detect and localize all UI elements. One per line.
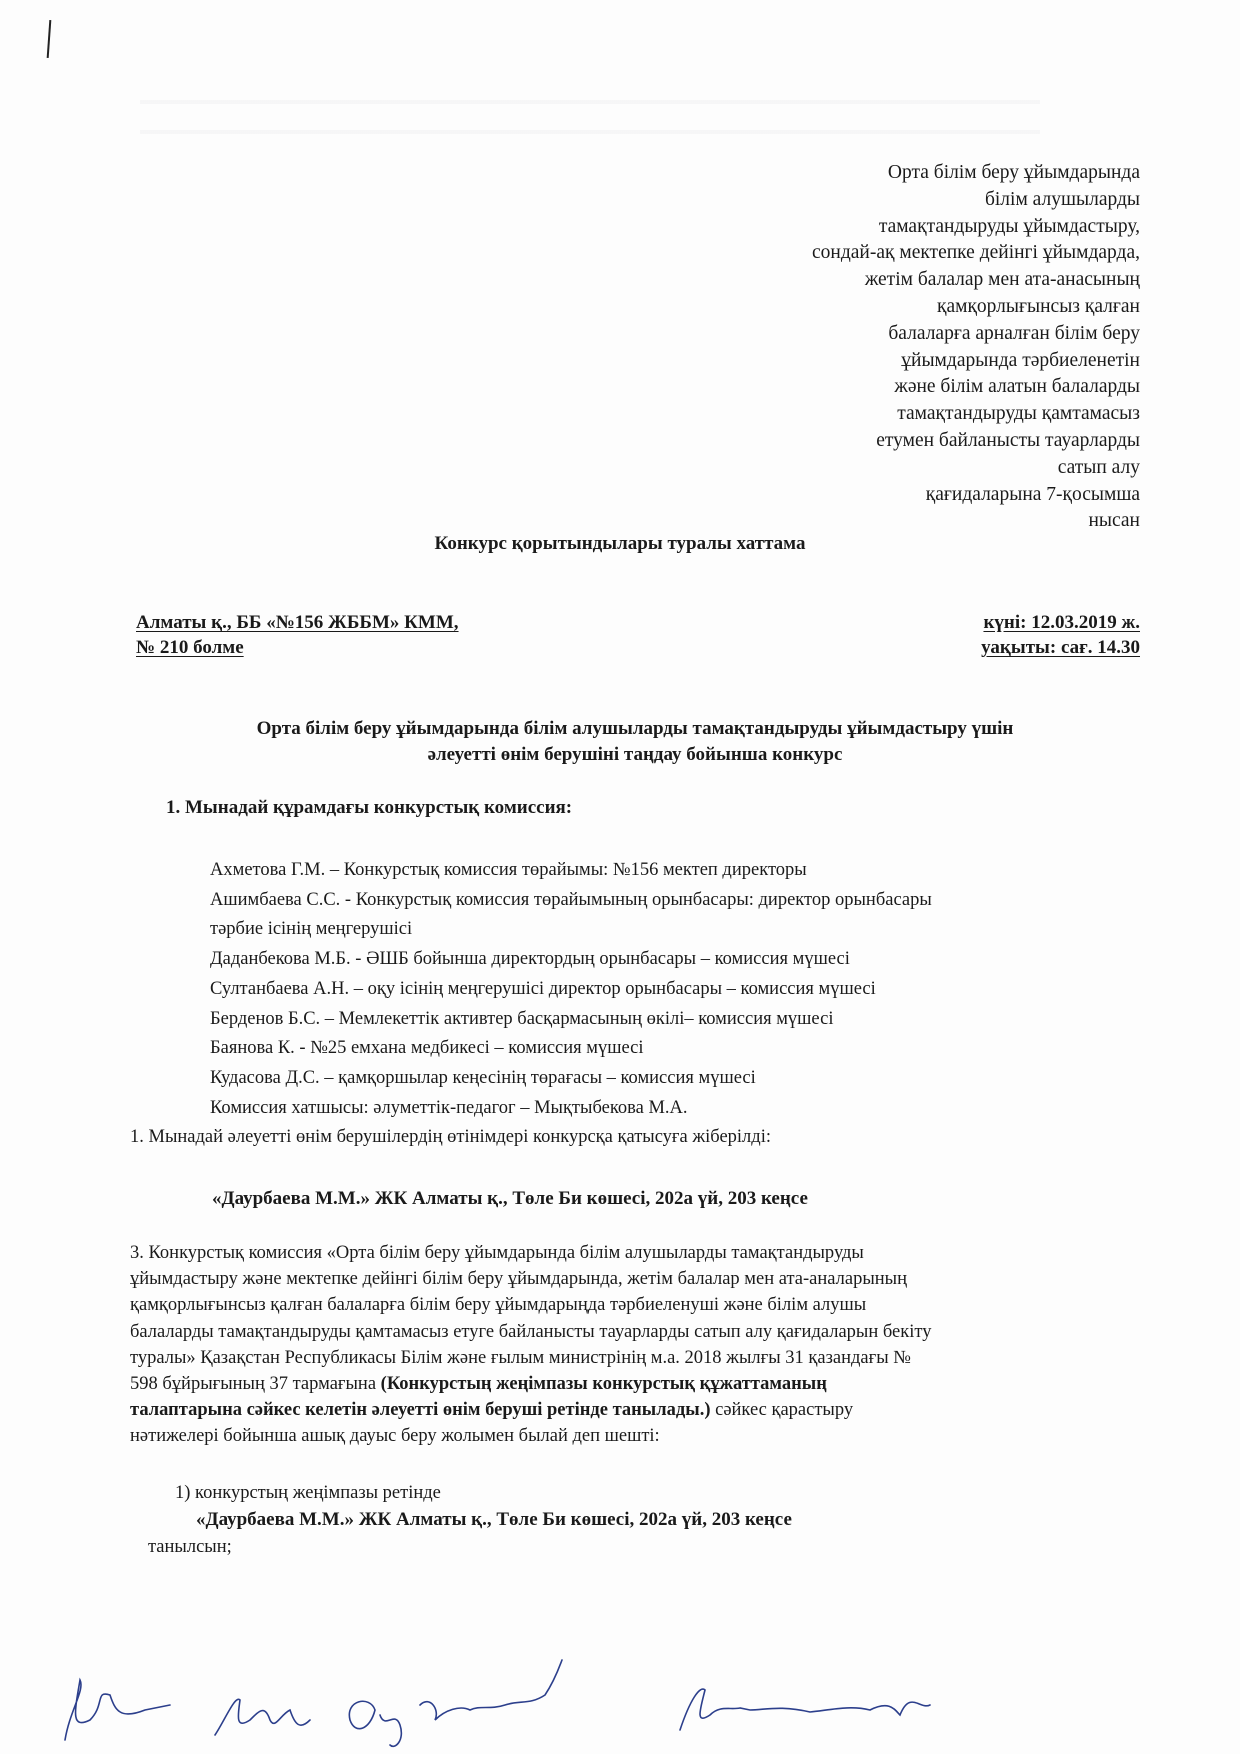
member-line: Комиссия хатшысы: әлуметтік-педагог – Мықтыбекова М.А. bbox=[210, 1097, 688, 1118]
decision-line bbox=[130, 1397, 1090, 1423]
annex-header bbox=[812, 160, 1140, 535]
decision-bold-text: талаптарына сәйкес келетін әлеуетті өнім беруші ретінде танылады.) bbox=[130, 1400, 711, 1421]
member-line: Султанбаева А.Н. – оқу ісінің меңгерушісі директор орынбасары – комиссия мүшесі bbox=[210, 978, 876, 999]
section3-decision bbox=[130, 1240, 1090, 1450]
time-line: уақыты: сағ. 14.30 bbox=[981, 637, 1140, 658]
member-line: Ахметова Г.М. – Конкурстық комиссия төрайымы: №156 мектеп директоры bbox=[210, 860, 807, 880]
annex-line: сатып алу bbox=[1057, 456, 1140, 478]
signature-3 bbox=[349, 1701, 401, 1746]
decision-bold-text: (Конкурстың жеңімпазы конкурстық құжаттаманың bbox=[380, 1374, 827, 1395]
member-line: Баянова К. - №25 емхана медбикесі – комиссия мүшесі bbox=[210, 1038, 644, 1059]
document-subtitle bbox=[130, 716, 1140, 768]
signature-5 bbox=[680, 1689, 930, 1730]
supplier-entry: «Даурбаева М.М.» ЖК Алматы қ., Төле Би көшесі, 202а үй, 203 кеңсе bbox=[212, 1188, 808, 1209]
datetime-block bbox=[981, 610, 1140, 660]
annex-line: сондай-ақ мектепке дейінгі ұйымдарда, bbox=[812, 242, 1140, 264]
room-line: № 210 болме bbox=[136, 637, 244, 658]
member-line: Даданбекова М.Б. - ӘШБ бойынша директордың орынбасары – комиссия мүшесі bbox=[210, 949, 850, 970]
annex-line: ұйымдарында тәрбиеленетін bbox=[901, 349, 1140, 371]
subtitle-line: әлеуетті өнім берушіні таңдау бойынша конкурс bbox=[427, 744, 843, 765]
section1-heading: 1. Мынадай құрамдағы конкурстық комиссия: bbox=[166, 797, 573, 818]
decision-line: ұйымдастыру және мектепке дейінгі білім беру ұйымдарында, жетім балалар мен ата-аналарының bbox=[130, 1269, 907, 1290]
decision-line: туралы» Қазақстан Республикасы Білім және ғылым министрінің м.а. 2018 жылғы 31 қазандағы № bbox=[130, 1347, 911, 1368]
annex-line: білім алушыларды bbox=[984, 188, 1140, 210]
date-line: күні: 12.03.2019 ж. bbox=[983, 612, 1140, 633]
annex-line: қағидаларына 7-қосымша bbox=[925, 483, 1140, 505]
signatures-row bbox=[50, 1650, 1200, 1750]
annex-line: тамақтандыруды ұйымдастыру, bbox=[878, 215, 1140, 237]
decision-line: 3. Конкурстық комиссия «Орта білім беру ұйымдарында білім алушыларды тамақтандыруды bbox=[130, 1243, 864, 1263]
location-line: Алматы қ., ББ «№156 ЖББМ» КММ, bbox=[136, 612, 459, 633]
decision-line bbox=[130, 1371, 1090, 1397]
winner-label: 1) конкурстың жеңімпазы ретінде bbox=[175, 1483, 441, 1503]
decision-line: балаларды тамақтандыруды қамтамасыз етуге байланысты тауарларды сатып алу қағидаларын бекіту bbox=[130, 1321, 932, 1342]
margin-pen-mark bbox=[47, 20, 52, 58]
recognized-text: танылсын; bbox=[148, 1537, 232, 1557]
subtitle-line: Орта білім беру ұйымдарында білім алушыларды тамақтандыруды ұйымдастыру үшін bbox=[256, 718, 1014, 739]
annex-line: Орта білім беру ұйымдарында bbox=[887, 162, 1140, 183]
commission-members-list bbox=[210, 856, 932, 1123]
annex-line: балаларға арналған білім беру bbox=[888, 322, 1140, 344]
member-line: тәрбие ісінің меңгерушісі bbox=[210, 919, 413, 940]
location-block bbox=[136, 610, 459, 660]
member-line: Берденов Б.С. – Мемлекеттік активтер басқармасының өкілі– комиссия мүшесі bbox=[210, 1008, 834, 1029]
decision-text: 598 бұйрығының 37 тармағына bbox=[130, 1374, 381, 1395]
annex-line: нысан bbox=[1088, 510, 1140, 532]
winner-entry: «Даурбаева М.М.» ЖК Алматы қ., Төле Би көшесі, 202а үй, 203 кеңсе bbox=[196, 1509, 792, 1530]
member-line: Ашимбаева С.С. - Конкурстық комиссия төрайымының орынбасары: директор орынбасары bbox=[210, 889, 932, 910]
decision-line: қамқорлығынсыз қалған балаларға білім беру ұйымдарыңда тәрбиеленуші және білім алушы bbox=[130, 1295, 867, 1316]
signature-1 bbox=[65, 1680, 170, 1740]
member-line: Кудасова Д.С. – қамқоршылар кеңесінің төрағасы – комиссия мүшесі bbox=[210, 1067, 756, 1088]
annex-line: қамқорлығынсыз қалған bbox=[936, 295, 1140, 317]
signature-4 bbox=[420, 1660, 562, 1720]
section2-heading: 1. Мынадай әлеуетті өнім берушілердің өтінімдері конкурсқа қатысуға жіберілді: bbox=[130, 1127, 771, 1147]
signature-2 bbox=[215, 1699, 310, 1735]
annex-line: етумен байланысты тауарларды bbox=[876, 429, 1140, 451]
decision-text: сәйкес қарастыру bbox=[710, 1400, 854, 1421]
bleed-through-text bbox=[140, 100, 1040, 160]
annex-line: және білім алатын балаларды bbox=[894, 376, 1140, 398]
annex-line: тамақтандыруды қамтамасыз bbox=[897, 403, 1140, 425]
annex-line: жетім балалар мен ата-анасының bbox=[864, 269, 1140, 291]
decision-line: нәтижелері бойынша ашық дауыс беру жолымен былай деп шешті: bbox=[130, 1426, 660, 1447]
document-title: Конкурс қорытындылары туралы хаттама bbox=[434, 533, 806, 554]
